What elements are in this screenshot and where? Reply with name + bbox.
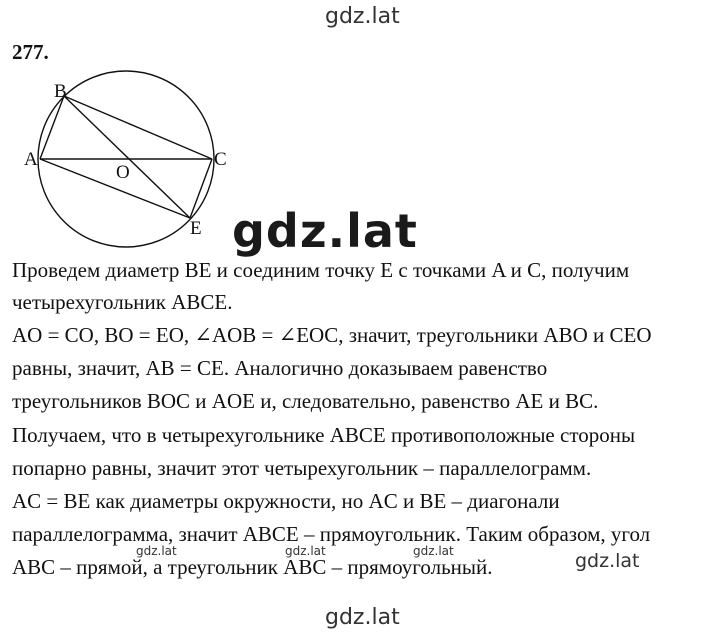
watermark-small: gdz.lat [136, 544, 177, 558]
watermark-right: gdz.lat [575, 550, 640, 572]
solution-line: Получаем, что в четырехугольнике ABCE противоположные стороны [12, 423, 636, 447]
solution-line: AO = CO, BO = EO, ∠AOB = ∠EOC, значит, треугольники ABO и CEO [12, 323, 652, 347]
solution-line: Проведем диаметр BE и соединим точку E с точками A и C, получим [12, 258, 630, 282]
watermark-center: gdz.lat [232, 204, 418, 258]
problem-number: 277. [12, 40, 49, 64]
watermark-small: gdz.lat [285, 544, 326, 558]
diameter-be [64, 96, 190, 218]
geometry-figure [0, 0, 260, 250]
solution-line: попарно равны, значит этот четырехугольник – параллелограмм. [12, 456, 592, 480]
label-c: C [214, 149, 227, 170]
watermark-bottom: gdz.lat [325, 605, 400, 630]
solution-line: четырехугольник ABCE. [12, 290, 233, 314]
solution-line: параллелограмма, значит ABCE – прямоугольник. Таким образом, угол [12, 522, 651, 546]
solution-line: равны, значит, AB = CE. Аналогично доказываем равенство [12, 356, 548, 380]
solution-line: AC = BE как диаметры окружности, но AC и BE – диагонали [12, 489, 560, 513]
label-e: E [190, 218, 202, 239]
solution-line: треугольников BOC и AOE и, следовательно, равенство AE и BC. [12, 389, 599, 413]
watermark-top: gdz.lat [325, 4, 400, 29]
solution-line: ABC – прямой, а треугольник ABC – прямоугольный. [12, 555, 493, 579]
label-b: B [54, 81, 67, 102]
side-bc [64, 96, 212, 159]
label-o: O [116, 162, 130, 183]
side-ae [40, 159, 190, 218]
label-a: A [24, 149, 38, 170]
watermark-small: gdz.lat [413, 544, 454, 558]
